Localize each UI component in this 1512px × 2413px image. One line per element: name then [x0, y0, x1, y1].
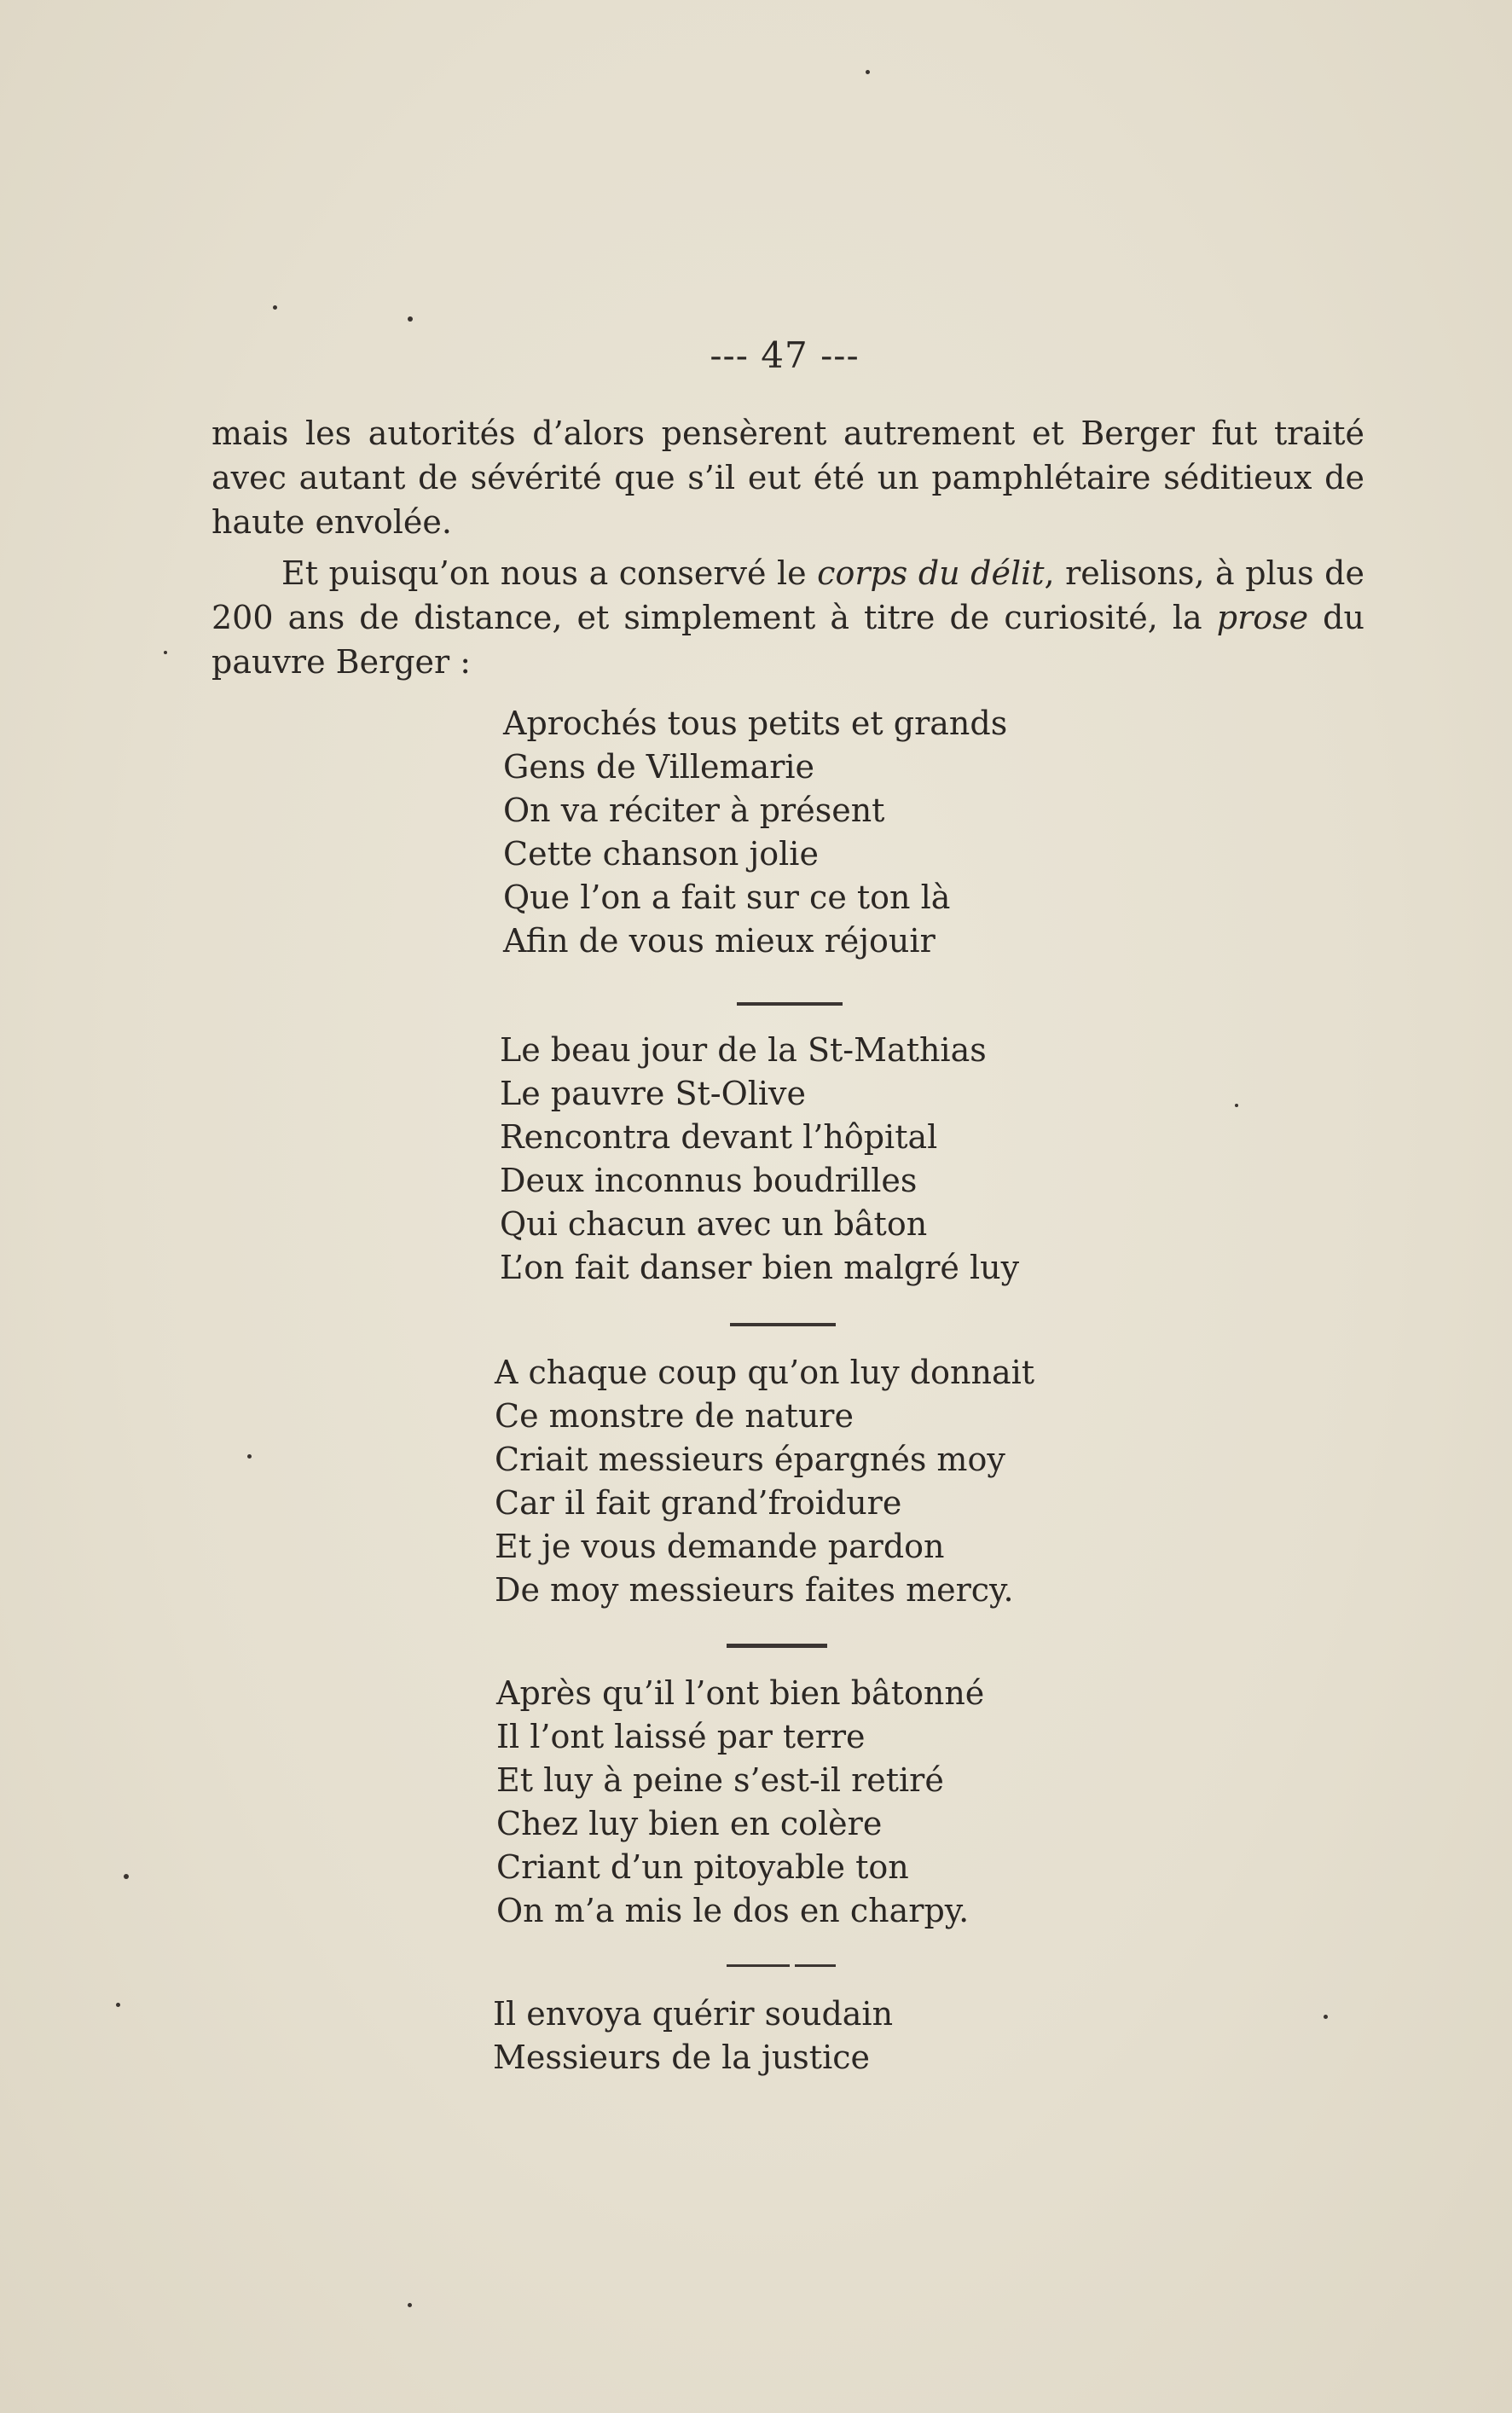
verse-line: Criant d’un pitoyable ton	[496, 1848, 909, 1886]
verse-line: Après qu’il l’ont bien bâtonné	[496, 1674, 985, 1712]
italic-phrase-corps-du-delit: corps du délit	[817, 554, 1045, 592]
paper-speck	[408, 316, 413, 322]
verse-line: Et je vous demande pardon	[495, 1528, 945, 1565]
paper-speck	[247, 1454, 252, 1459]
paper-speck	[866, 70, 870, 74]
verse-line: Et luy à peine s’est-il retiré	[496, 1761, 944, 1799]
paper-speck	[408, 2303, 412, 2307]
verse-line: Il l’ont laissé par terre	[496, 1718, 866, 1755]
poem-stanza-2	[500, 1029, 1019, 1290]
intro-text-span: du pauvre Berger :	[211, 599, 1364, 681]
intro-paragraph-2	[211, 551, 1364, 684]
verse-line: Qui chacun avec un bâton	[500, 1205, 928, 1243]
stanza-divider	[727, 1644, 827, 1648]
verse-line: Messieurs de la justice	[493, 2039, 870, 2076]
paper-speck	[124, 1874, 129, 1879]
poem-stanza-5	[493, 1992, 893, 2079]
page-number: --- 47 ---	[710, 334, 860, 376]
verse-line: Afin de vous mieux réjouir	[503, 922, 936, 960]
verse-line: Rencontra devant l’hôpital	[500, 1118, 938, 1156]
poem-stanza-1	[503, 702, 1007, 963]
verse-line: On va réciter à présent	[503, 792, 885, 829]
poem-stanza-3	[495, 1351, 1034, 1612]
verse-line: Il envoya quérir soudain	[493, 1995, 894, 2033]
verse-line: Le pauvre St-Olive	[500, 1075, 807, 1112]
verse-line: Car il fait grand’froidure	[495, 1484, 902, 1522]
verse-line: Criait messieurs épargnés moy	[495, 1441, 1005, 1478]
paper-speck	[273, 305, 277, 310]
intro-paragraph-1: mais les autorités d’alors pensèrent autrement et Berger fut traité avec autant de sévérité que s’il eut été un pamphlétaire séditieux de haute envolée.	[211, 415, 1364, 541]
verse-line: Ce monstre de nature	[495, 1397, 854, 1435]
verse-line: Que l’on a fait sur ce ton là	[503, 879, 951, 916]
verse-line: Gens de Villemarie	[503, 748, 815, 786]
verse-line: Deux inconnus boudrilles	[500, 1162, 918, 1199]
paper-speck	[164, 651, 167, 654]
verse-line: De moy messieurs faites mercy.	[495, 1571, 1014, 1609]
intro-text-span: Et puisqu’on nous a conservé le	[281, 554, 818, 592]
verse-line: On m’a mis le dos en charpy.	[496, 1892, 970, 1929]
verse-line: Le beau jour de la St-Mathias	[500, 1031, 987, 1069]
stanza-divider	[727, 1964, 790, 1967]
stanza-divider	[795, 1964, 836, 1967]
verse-line: Chez luy bien en colère	[496, 1805, 883, 1842]
verse-line: Cette chanson jolie	[503, 835, 819, 873]
verse-line: L’on fait danser bien malgré luy	[500, 1249, 1020, 1286]
paper-speck	[1235, 1104, 1238, 1107]
intro-text	[211, 411, 1364, 684]
italic-word-prose: prose	[1216, 599, 1309, 636]
poem-stanza-4	[496, 1672, 984, 1933]
intro-text-span: , relisons, à plus de 200 ans de distance, et simplement à titre de curiosité, la	[211, 554, 1364, 636]
paper-speck	[116, 2003, 120, 2007]
stanza-divider	[730, 1323, 836, 1326]
verse-line: A chaque coup qu’on luy donnait	[495, 1354, 1035, 1391]
stanza-divider	[737, 1002, 843, 1006]
verse-line: Aprochés tous petits et grands	[503, 705, 1008, 742]
paper-speck	[1324, 2015, 1328, 2019]
